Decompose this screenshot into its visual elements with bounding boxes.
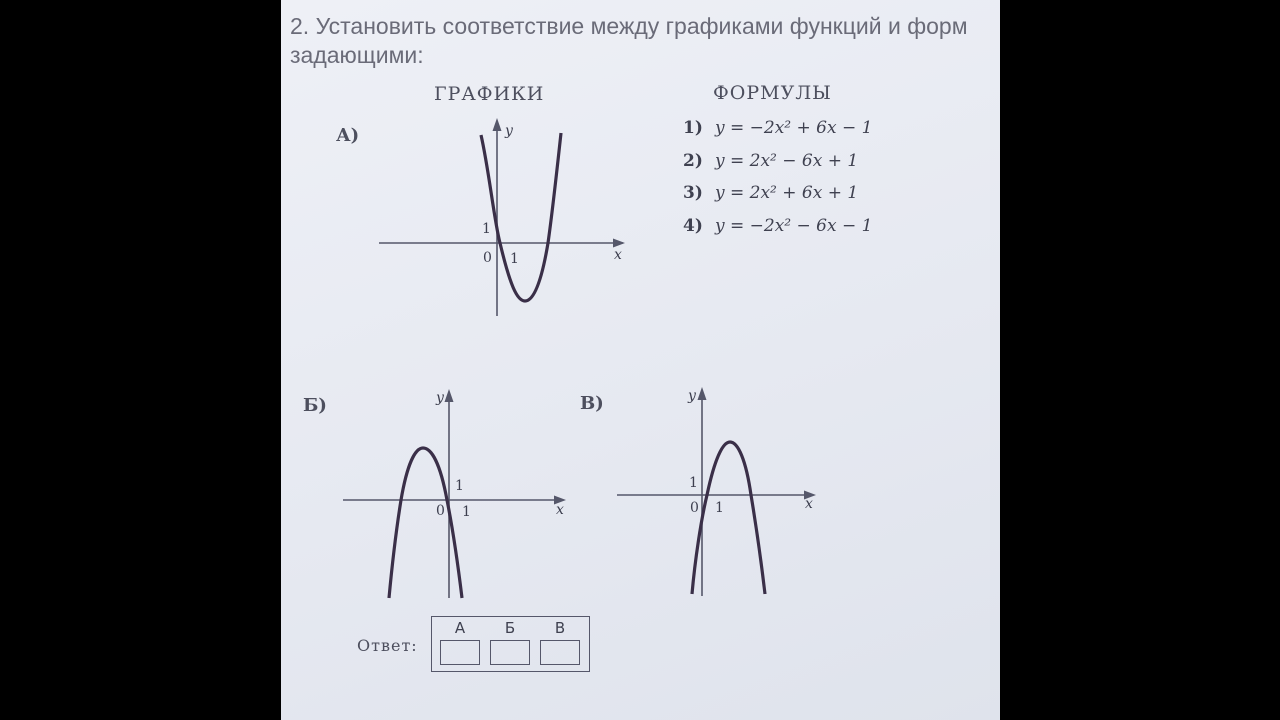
graph-c-origin: 0 — [690, 500, 699, 516]
graph-a-tick-x: 1 — [510, 251, 519, 267]
graph-c — [281, 0, 1000, 720]
graph-b-origin: 0 — [436, 503, 445, 519]
answer-column-b — [488, 619, 532, 665]
formula-item: 3) y = 2x² + 6x + 1 — [683, 183, 859, 203]
graph-a-label: А) — [336, 125, 360, 146]
task-line-1: 2. Установить соответствие между графиками функций и форм — [290, 13, 968, 39]
formulas-header: ФОРМУЛЫ — [713, 82, 832, 104]
graph-b-label: Б) — [303, 395, 327, 416]
graph-a-y-label: y — [505, 123, 513, 139]
graph-c-y-label: y — [688, 388, 696, 404]
formula-item: 2) y = 2x² − 6x + 1 — [683, 150, 859, 171]
answer-column-c-label: В — [554, 619, 566, 637]
answer-column-c — [538, 619, 582, 665]
graph-c-tick-x: 1 — [715, 500, 724, 516]
graph-b-tick-x: 1 — [462, 504, 471, 520]
graph-c-y-arrow-icon — [698, 387, 707, 400]
task-line-2: задающими: — [290, 42, 424, 68]
graph-b-y-label: y — [436, 390, 444, 406]
worksheet-page — [281, 0, 1000, 720]
answer-label: Ответ: — [357, 636, 418, 655]
graph-c-tick-y: 1 — [689, 475, 698, 491]
answer-column-b-label: Б — [504, 619, 516, 637]
graph-b-x-label: x — [556, 502, 564, 518]
graph-c-x-label: x — [805, 496, 813, 512]
answer-box-a[interactable] — [440, 640, 480, 665]
answer-column-a — [438, 619, 482, 665]
answer-box-b[interactable] — [490, 640, 530, 665]
graph-a-x-label: x — [614, 247, 622, 263]
graph-c-curve — [692, 442, 765, 594]
graph-b-tick-y: 1 — [455, 478, 464, 494]
graph-a-origin: 0 — [483, 250, 492, 266]
graphs-header: ГРАФИКИ — [434, 83, 545, 105]
formula-item: 4) y = −2x² − 6x − 1 — [683, 215, 873, 236]
graph-a-tick-y: 1 — [482, 221, 491, 237]
answer-table — [431, 616, 590, 672]
answer-column-a-label: А — [454, 619, 466, 637]
answer-box-c[interactable] — [540, 640, 580, 665]
graph-c-label: В) — [580, 393, 604, 414]
formula-item: 1) y = −2x² + 6x − 1 — [683, 118, 873, 138]
